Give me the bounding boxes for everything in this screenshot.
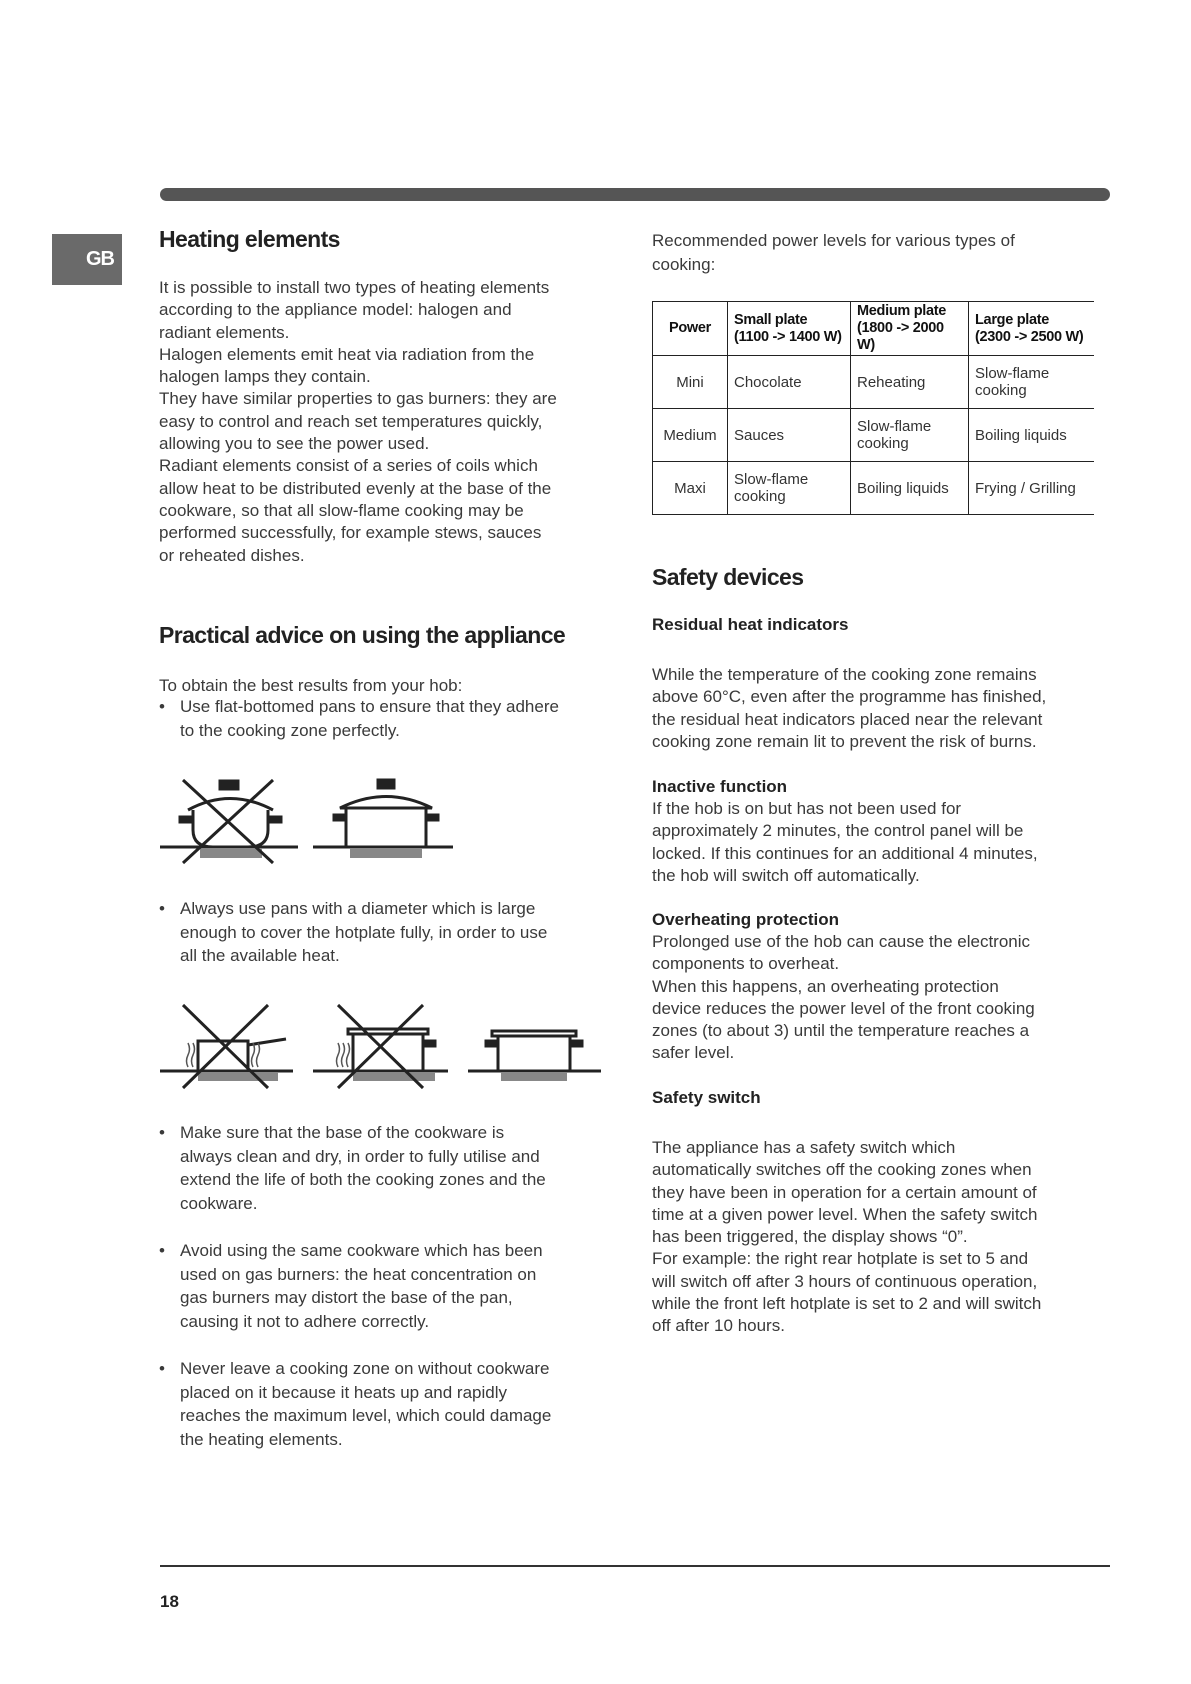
text-line: Radiant elements consist of a series of coils which: [159, 456, 538, 476]
table-row: [653, 356, 1095, 409]
cell-medium: Boiling liquids: [851, 462, 969, 515]
hotplate-icon: [200, 848, 262, 858]
cell-line: Slow-flame: [857, 418, 932, 435]
table-header-row: [653, 302, 1095, 356]
practical-intro: To obtain the best results from your hob:: [159, 676, 463, 695]
text-line: allow heat to be distributed evenly at the base of the: [159, 478, 552, 498]
advice-bullet-diameter: [159, 897, 620, 968]
overheating-title: Overheating protection: [652, 910, 840, 929]
text-line: according to the appliance model: halogen and: [159, 300, 512, 320]
bullet-line: gas burners may distort the base of the pan,: [180, 1288, 513, 1307]
cell-power: Maxi: [653, 462, 728, 515]
practical-title: Practical advice on using the appliance: [159, 622, 566, 648]
text-line: time at a given power level. When the safety switch: [652, 1204, 1038, 1224]
safety-switch-body: [652, 1137, 1102, 1338]
bullet-line: used on gas burners: the heat concentration on: [180, 1264, 537, 1284]
text-line: automatically switches off the cooking zones when: [652, 1160, 1032, 1180]
bullet-line: causing it not to adhere correctly.: [180, 1311, 430, 1331]
bullet-line: • Avoid using the same cookware which has been: [180, 1241, 543, 1260]
text-line: The appliance has a safety switch which: [652, 1138, 956, 1157]
bullet-line: the heating elements.: [180, 1429, 343, 1449]
advice-bullet-clean: [159, 1121, 620, 1215]
text-line: Prolonged use of the hob can cause the electronic: [652, 932, 1031, 951]
cell-large: Frying / Grilling: [969, 462, 1095, 515]
inactive-function-title: Inactive function: [652, 777, 788, 796]
hotplate-icon: [198, 1072, 278, 1081]
cell-line: cooking: [857, 435, 909, 452]
text-line: zones (to about 3) until the temperature reaches a: [652, 1021, 1030, 1041]
power-levels-table: [652, 301, 1094, 515]
header-line: Large plate: [975, 311, 1050, 328]
text-line: off after 10 hours.: [652, 1316, 785, 1336]
bullet-line: always clean and dry, in order to fully utilise and: [180, 1146, 540, 1166]
residual-heat-title: Residual heat indicators: [652, 615, 849, 634]
bullet-line: all the available heat.: [180, 946, 340, 965]
hotplate-icon: [350, 848, 422, 858]
text-line: cooking zone remain lit to prevent the risk of burns.: [652, 731, 1037, 751]
inactive-function-body: [652, 798, 1102, 887]
bullet-line: • Make sure that the base of the cookware is: [180, 1123, 505, 1142]
text-line: they have been in operation for a certain amount of: [652, 1182, 1037, 1202]
cell-small: [728, 462, 851, 515]
safety-switch-title: Safety switch: [652, 1088, 761, 1107]
advice-bullet-gas: [159, 1239, 620, 1333]
safety-title: Safety devices: [652, 564, 804, 590]
text-line: Halogen elements emit heat via radiation from the: [159, 344, 535, 364]
heating-title: Heating elements: [159, 226, 340, 252]
bullet-line: • Never leave a cooking zone on without cookware: [180, 1359, 550, 1378]
bullet-line: placed on it because it heats up and rapidly: [180, 1382, 508, 1402]
text-line: It is possible to install two types of heating elements: [159, 278, 550, 297]
header-medium-plate: [851, 302, 969, 356]
text-line: locked. If this continues for an additional 4 minutes,: [652, 843, 1038, 863]
footer-rule: [160, 1565, 1110, 1567]
recommended-intro: [652, 229, 1102, 277]
text-line: device reduces the power level of the front cooking: [652, 998, 1035, 1018]
advice-bullet-flat: [159, 695, 620, 742]
cell-line: cooking: [734, 488, 786, 505]
bullet-line: enough to cover the hotplate fully, in order to use: [180, 922, 548, 942]
text-line: Recommended power levels for various types of: [652, 231, 1015, 250]
text-line: approximately 2 minutes, the control panel will be: [652, 821, 1024, 841]
curved-pan-icon: [160, 781, 298, 847]
advice-bullet-empty-zone: [159, 1357, 620, 1451]
pan-diameter-illustration: [158, 1003, 603, 1091]
text-line: While the temperature of the cooking zone remains: [652, 665, 1037, 684]
header-line: Medium plate: [857, 303, 947, 319]
cell-medium: [851, 409, 969, 462]
language-tab: GB: [52, 234, 122, 285]
text-line: cookware, so that all slow-flame cooking may be: [159, 500, 524, 520]
text-line: safer level.: [652, 1043, 735, 1063]
heating-body: [159, 277, 609, 567]
text-line: will switch off after 3 hours of continuous operation,: [652, 1271, 1038, 1291]
correct-pan-icon: [468, 1031, 601, 1071]
header-line: Small plate: [734, 311, 808, 328]
cell-line: cooking: [975, 382, 1027, 399]
table-row: [653, 462, 1095, 515]
cell-small: Chocolate: [728, 356, 851, 409]
cell-small: Sauces: [728, 409, 851, 462]
table-row: [653, 409, 1095, 462]
text-line: They have similar properties to gas burners: they are: [159, 389, 557, 409]
text-line: cooking:: [652, 255, 716, 274]
residual-heat-body: [652, 664, 1102, 753]
cell-line: Slow-flame: [734, 471, 809, 488]
hotplate-icon: [353, 1072, 435, 1081]
text-line: For example: the right rear hotplate is set to 5 and: [652, 1249, 1029, 1269]
text-line: the residual heat indicators placed near the relevant: [652, 709, 1043, 729]
text-line: performed successfully, for example stews, sauces: [159, 523, 542, 543]
text-line: or reheated dishes.: [159, 545, 305, 565]
header-line: (1800 -> 2000 W): [857, 320, 944, 353]
header-line: (1100 -> 1400 W): [734, 328, 842, 345]
header-line: (2300 -> 2500 W): [975, 328, 1084, 345]
bullet-line: to the cooking zone perfectly.: [180, 720, 400, 740]
text-line: radiant elements.: [159, 322, 290, 342]
text-line: halogen lamps they contain.: [159, 367, 371, 387]
text-line: components to overheat.: [652, 954, 840, 974]
text-line: has been triggered, the display shows “0”.: [652, 1227, 968, 1247]
header-small-plate: [728, 302, 851, 356]
cell-large: Boiling liquids: [969, 409, 1095, 462]
page-number: 18: [160, 1592, 179, 1611]
hotplate-icon: [501, 1072, 567, 1081]
header-large-plate: [969, 302, 1095, 356]
overheating-body: [652, 931, 1102, 1065]
flat-pan-icon: [313, 780, 453, 847]
text-line: allowing you to see the power used.: [159, 434, 430, 454]
header-rule: [160, 188, 1110, 201]
cell-medium: Reheating: [851, 356, 969, 409]
cell-power: Medium: [653, 409, 728, 462]
text-line: When this happens, an overheating protection: [652, 976, 999, 996]
text-line: the hob will switch off automatically.: [652, 865, 920, 885]
flat-bottom-pans-illustration: [158, 775, 458, 865]
heat-waves-icon: [337, 1043, 350, 1067]
bullet-line: • Always use pans with a diameter which is large: [180, 899, 536, 918]
text-line: If the hob is on but has not been used for: [652, 799, 962, 818]
bullet-line: cookware.: [180, 1193, 258, 1213]
medium-pan-icon: [313, 1029, 448, 1071]
bullet-line: extend the life of both the cooking zones and the: [180, 1170, 546, 1189]
bullet-line: • Use flat-bottomed pans to ensure that they adhere: [180, 697, 559, 716]
bullet-line: reaches the maximum level, which could damage: [180, 1406, 552, 1425]
cell-line: Slow-flame: [975, 365, 1050, 382]
cell-large: [969, 356, 1095, 409]
text-line: easy to control and reach set temperatures quickly,: [159, 411, 543, 431]
cell-power: Mini: [653, 356, 728, 409]
header-power: Power: [653, 302, 728, 356]
text-line: while the front left hotplate is set to 2 and will switch: [652, 1294, 1042, 1314]
text-line: above 60°C, even after the programme has finished,: [652, 687, 1047, 707]
